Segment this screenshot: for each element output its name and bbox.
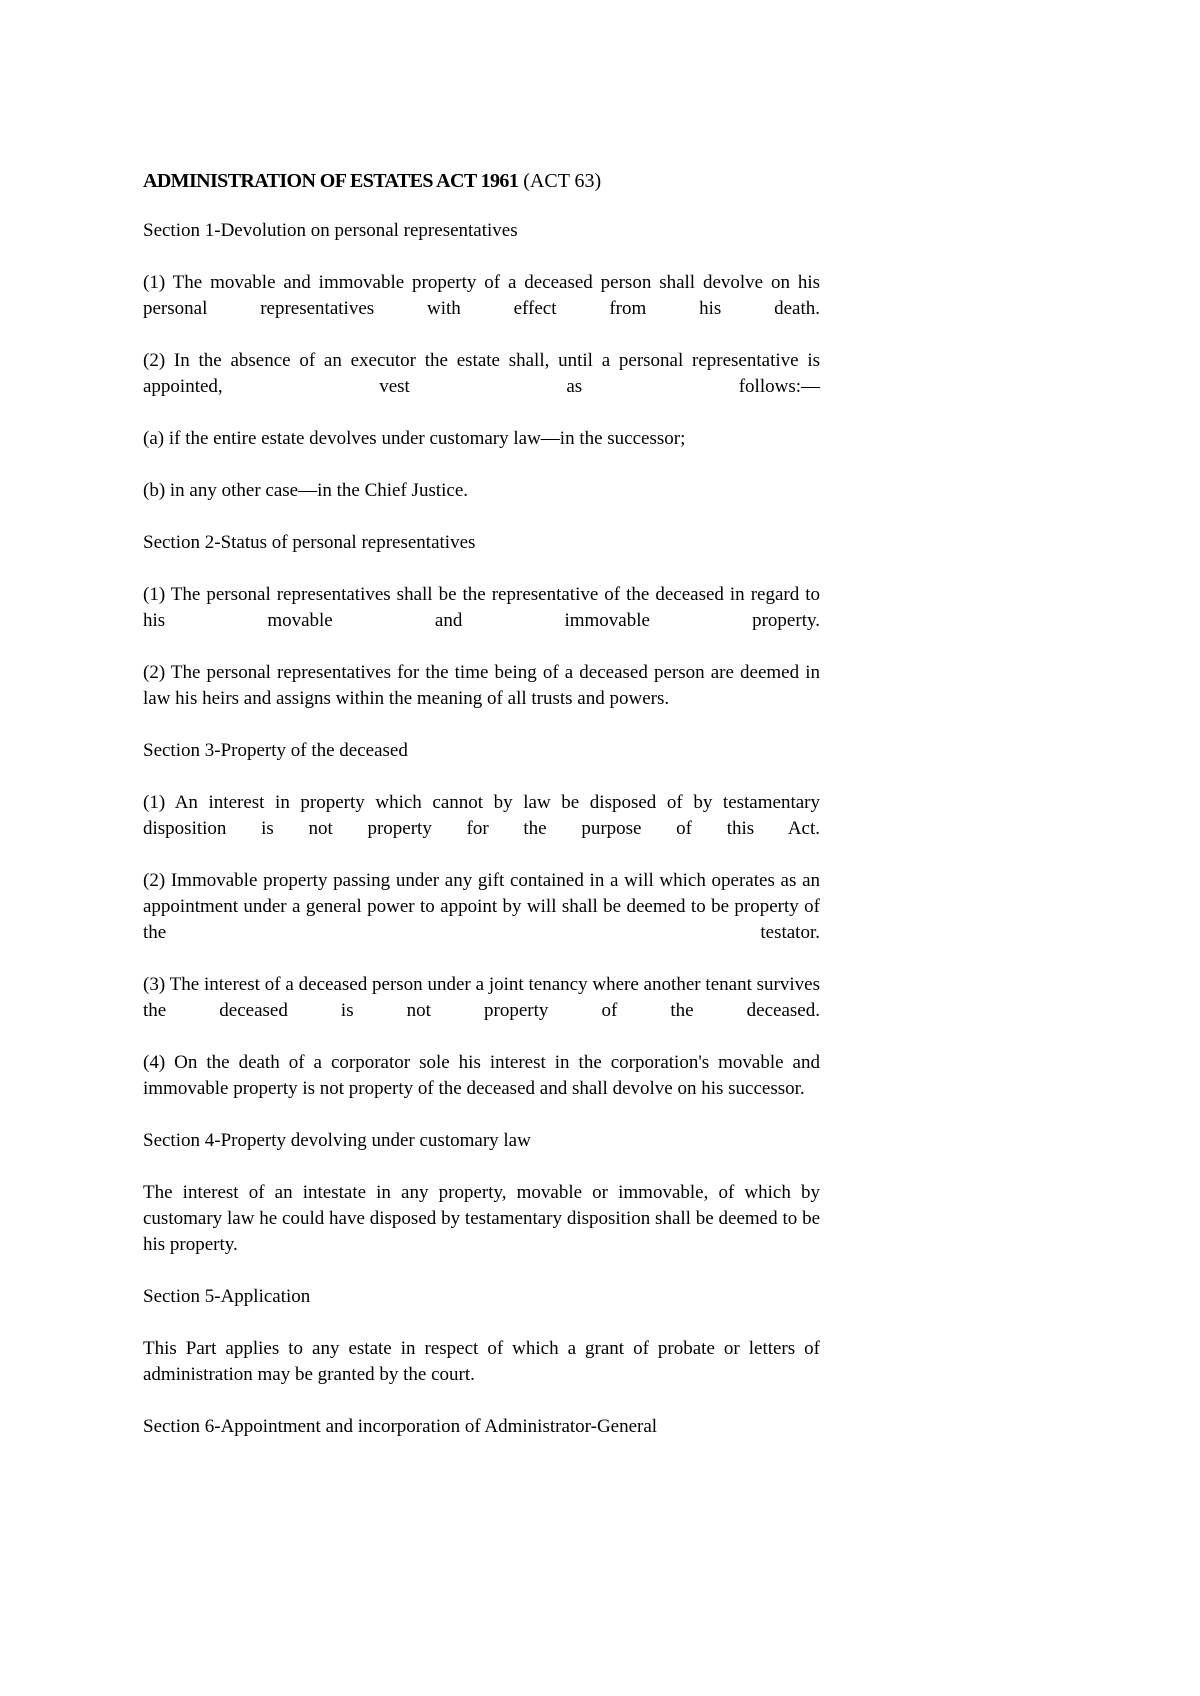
section-3-heading: Section 3-Property of the deceased [143,740,408,761]
document-title-bold: ADMINISTRATION OF ESTATES ACT 1961 [143,170,519,192]
section-2-para-1: (1) The personal representatives shall be the representative of the deceased in regard to his movable and immovable property. [143,584,820,631]
section-3-para-3: (3) The interest of a deceased person under a joint tenancy where another tenant survives the deceased is not property of the deceased. [143,974,820,1021]
section-5-heading: Section 5-Application [143,1286,311,1307]
section-4-heading: Section 4-Property devolving under customary law [143,1130,531,1151]
section-2-heading: Section 2-Status of personal representatives [143,532,476,553]
section-1-para-1: (1) The movable and immovable property of a deceased person shall devolve on his personal representatives with effect from his death. [143,272,820,319]
section-3-para-4: (4) On the death of a corporator sole his interest in the corporation's movable and immovable property is not property of the deceased and shall devolve on his successor. [143,1052,820,1099]
section-1-para-2b: (b) in any other case—in the Chief Justice. [143,480,469,501]
section-3-para-1: (1) An interest in property which cannot by law be disposed of by testamentary disposition is not property for the purpose of this Act. [143,792,820,839]
document-title-suffix: (ACT 63) [518,170,602,192]
section-5-para: This Part applies to any estate in respect of which a grant of probate or letters of administration may be granted by the court. [143,1338,820,1385]
section-3-para-2: (2) Immovable property passing under any gift contained in a will which operates as an appointment under a general power to appoint by will shall be deemed to be property of the testator. [143,870,820,943]
section-1-para-2a: (a) if the entire estate devolves under customary law—in the successor; [143,428,686,449]
section-6-heading: Section 6-Appointment and incorporation of Administrator-General [143,1416,658,1437]
document-title [143,168,820,194]
section-1-para-2: (2) In the absence of an executor the estate shall, until a personal representative is appointed, vest as follows:— [143,350,820,397]
document-page [143,168,820,1466]
section-4-para: The interest of an intestate in any property, movable or immovable, of which by customary law he could have disposed by testamentary disposition shall be deemed to be his property. [143,1182,820,1255]
section-2-para-2: (2) The personal representatives for the time being of a deceased person are deemed in law his heirs and assigns within the meaning of all trusts and powers. [143,662,820,709]
section-1-heading: Section 1-Devolution on personal representatives [143,220,518,241]
